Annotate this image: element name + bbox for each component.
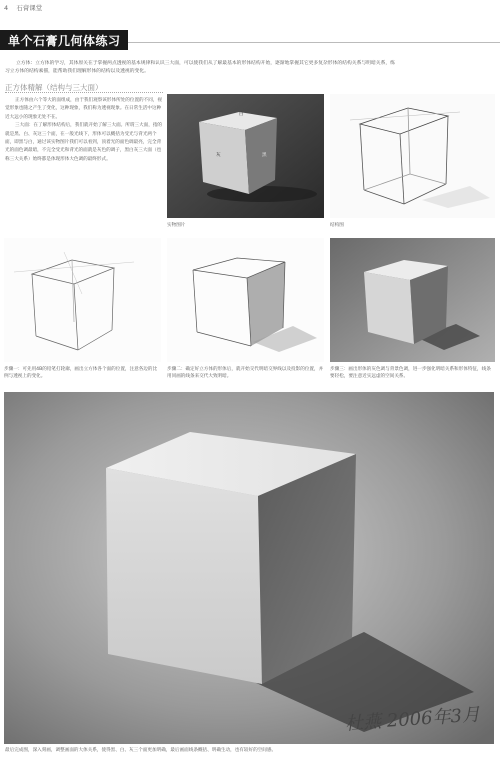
final-drawing xyxy=(4,392,494,744)
running-header xyxy=(4,3,42,12)
step-3-caption: 步骤三：画出形体的灰色调与背景色调，进一步强化明暗关系和形体特征，线条要轻松，要注意近实远虚的空间关系。 xyxy=(330,367,491,379)
intro-paragraph-2: 习立方体的结构素描，能帮助我们理解形体的结构以及透视的变化。 xyxy=(5,69,149,74)
step-2-panel xyxy=(167,238,324,362)
intro-paragraph-1: 立方体：立方体的学习，其体原关在于掌握两点透视的基本规律和认识三大面，可以使我们从了解最基本的形体结构开始，逐渐地掌握其它更多复杂形体的结构关系与明暗关系，练 xyxy=(16,61,395,66)
step-3-panel xyxy=(330,238,495,362)
intro-text xyxy=(5,60,495,76)
step-1-panel xyxy=(4,238,161,362)
face-label-right: 黑 xyxy=(262,153,267,158)
title-bar xyxy=(0,30,128,50)
side-paragraph-2: 三大面：在了解形体结构后，我们就开始了解三大面。所谓三大面，指的就是黑、白、灰这三个面，在一般光线下，形体可以概括为受光与背光两个面，即黑与白，通过该实物图片我们可以看到，顶着光的面色调最亮，完全背光的面色调最暗，不完全受光和背光的面就是灰色的调子，黑白灰三大面（也称三大关系）始终都是体现形体大色调的最终形式。 xyxy=(5,123,163,162)
artist-signature: 杜燕 2006年3月 xyxy=(344,704,481,735)
page-title: 单个石膏几何体练习 xyxy=(8,33,121,48)
page-number: 4 xyxy=(4,4,9,12)
section-heading: 正方体精解（结构与三大面） xyxy=(5,83,103,92)
structure-caption: 结构图 xyxy=(330,223,344,228)
step-1-caption: 步骤一：可先用4B的铅笔打轮廓，画出立方体各个面的位置，注意各边的比例与透视上的变化。 xyxy=(4,367,158,379)
face-label-top: 白 xyxy=(239,112,244,117)
photo-panel xyxy=(167,94,324,218)
section-name: 石膏课堂 xyxy=(16,4,43,12)
section-rule xyxy=(5,92,163,93)
side-paragraph-1: 正方体由六个等大的面组成，由于我们观察该形体所处的位置的不同，视觉形象也随之产生了变化，这种现象，我们称为透视现象。在日常生活中这种近大远小的现象无处不在。 xyxy=(5,98,163,120)
face-label-left: 灰 xyxy=(216,153,221,158)
structure-panel xyxy=(330,94,495,218)
photo-caption: 实物图片 xyxy=(167,223,186,228)
title-rule xyxy=(128,42,500,43)
step-2-caption: 步骤二：确定好立方体的形体后，就开始交代明暗交界线以及投影的位置，并用同画的线条来交代大致明暗。 xyxy=(167,367,324,379)
side-text xyxy=(5,97,162,164)
final-caption: 最后完成图，深入刻画，调整画面的大体关系，使得黑、白、灰三个面更加明确，最后画面线条概括、明确生动，也有较好的空间感。 xyxy=(5,748,277,753)
